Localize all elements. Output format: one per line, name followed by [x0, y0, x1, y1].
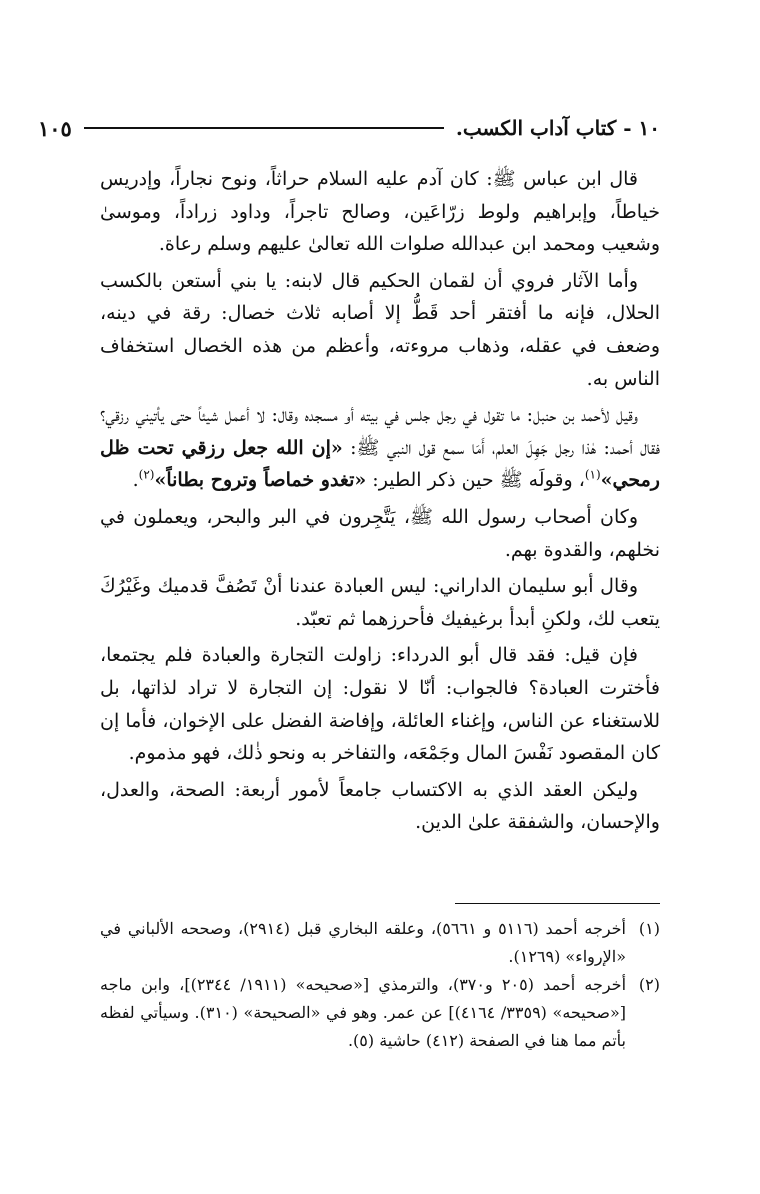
footnote-separator [455, 903, 660, 904]
running-header [38, 112, 660, 144]
hadith-quote: «تغدو خماصاً وتروح بطاناً» [154, 469, 367, 492]
paragraph-text: . [132, 469, 139, 492]
footnote-mark[interactable]: (٢) [138, 468, 155, 483]
footnote-number: (٢) [638, 975, 660, 994]
paragraph-text: وقيل لأحمد بن حنبل: ما تقول في رجل جلس في بيته أو مسجده وقال: لا أعمل شيئاً حتى يأتيني رزقي؟ فقال أحمد: هٰذا رجل جَهِلَ العلم، أَمَا سمع قول النبي ﷺ: [100, 404, 661, 459]
paragraph-with-hadith [100, 399, 660, 497]
paragraph-text: ، وقولَه ﷺ حين ذكر الطير: [366, 469, 585, 492]
footnote-text: أخرجه أحمد (٥١١٦ و ٥٦٦١)، وعلقه البخاري قبل (٢٩١٤)، وصححه الألباني في «الإرواء» (١٢٦٩). [100, 919, 627, 966]
footnote-number: (١) [638, 919, 660, 938]
paragraph: وأما الآثار فروي أن لقمان الحكيم قال لابنه: يا بني أستعن بالكسب الحلال، فإنه ما أفتقر أحد قَطُّ إلا أصابه ثلاث خصال: رقة في دينه، وضعف في عقله، وذهاب مروءته، وأعظم من هذه الخصال استخفاف الناس به. [100, 269, 660, 390]
chapter-title: ١٠ - كتاب آداب الكسب. [455, 116, 660, 140]
footnote-text: أخرجه أحمد (٢٠٥ و٣٧٠)، والترمذي [«صحيحه» (١٩١١/ ٢٣٤٤)]، وابن ماجه [«صحيحه» (٣٣٥٩/ ٤١٦٤)] عن عمر. وهو في «الصحيحة» (٣١٠). وسيأتي لفظه بأتم مما هنا في الصفحة (٤١٢) حاشية (٥). [100, 975, 627, 1050]
paragraph: وليكن العقد الذي به الاكتساب جامعاً لأمور أربعة: الصحة، والعدل، والإحسان، والشفقة علىٰ الدين. [100, 778, 660, 834]
paragraph: وقال أبو سليمان الداراني: ليس العبادة عندنا أنْ تَصُفَّ قدميك وغَيْرُكَ يتعب لك، ولكنِ أبدأ برغيفيك فأحرزهما ثم تعبّد. [100, 575, 660, 630]
footnote [100, 915, 660, 971]
footnote-mark[interactable]: (١) [584, 468, 601, 483]
main-text [100, 163, 660, 843]
paragraph: وكان أصحاب رسول الله ﷺ، يَتَّجِرون في البر والبحر، ويعملون في نخلهم، والقدوة بهم. [100, 505, 660, 561]
footnote [100, 971, 660, 1055]
header-rule [84, 127, 444, 129]
footnotes [100, 915, 660, 1055]
page-number: ١٠٥ [38, 115, 72, 141]
hadith-quote: «إن الله جعل رزقي تحت ظل رمحي» [100, 436, 660, 492]
paragraph: فإن قيل: فقد قال أبو الدرداء: زاولت التجارة والعبادة فلم يجتمعا، فأخترت العبادة؟ فالجواب: أنّا لا نقول: إن التجارة لا تراد لذاتها، بل للاستغناء عن الناس، وإغناء العائلة، وإفاضة الفضل على الإخوان، فأما إن كان المقصود نَفْسَ المال وجَمْعَه، والتفاخر به ونحو ذٰلك، فهو مذموم. [100, 644, 660, 765]
paragraph: قال ابن عباس ﷺ: كان آدم عليه السلام حراثاً، ونوح نجاراً، وإدريس خياطاً، وإبراهيم ولوط زرّاعَين، وصالح تاجراً، وداود زراداً، وموسىٰ وشعيب ومحمد ابن عبدالله صلوات الله تعالىٰ عليهم وسلم رعاة. [100, 168, 660, 256]
